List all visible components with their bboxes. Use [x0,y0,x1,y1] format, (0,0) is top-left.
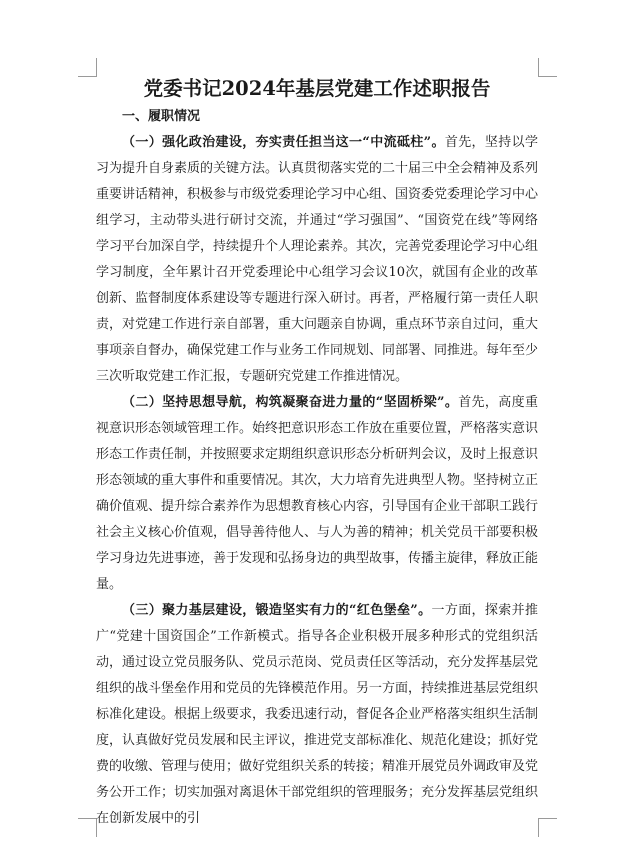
crop-mark-top-right [538,58,557,77]
paragraph-lead: （一）强化政治建设，夯实责任担当这一“中流砥柱”。 [122,135,445,150]
paragraph-body: 首先，高度重视意识形态领域管理工作。始终把意识形态工作放在重要位置，严格落实意识形态工作责任制，并按照要求定期组织意识形态分析研判会议，及时上报意识形态领域的重大事件和重要情况。其次，大力培育先进典型人物。坚持树立正确价值观、提升综合素养作为思想教育核心内容，引导国有企业干部职工践行社会主义核心价值观，倡导善待他人、与人为善的精神；机关党员干部要积极学习身边先进事迹，善于发现和弘扬身边的典型故事，传播主旋律，释放正能量。 [96,395,539,592]
crop-mark-bottom-right [538,818,557,837]
paragraph-grassroots-building [96,598,538,832]
crop-mark-top-left [78,58,97,77]
paragraph-body: 一方面，探索并推广“党建十国资国企”工作新模式。指导各企业积极开展多种形式的党组织活动，通过设立党员服务队、党员示范岗、党员责任区等活动，充分发挥基层党组织的战斗堡垒作用和党员的先锋模范作用。另一方面，持续推进基层党组织标准化建设。根据上级要求，我委迅速行动，督促各企业严格落实组织生活制度，认真做好党员发展和民主评议，推进党支部标准化、规范化建设；抓好党费的收缴、管理与使用；做好党组织关系的转接；精准开展党员外调政审及党务公开工作；切实加强对离退休干部党组织的管理服务；充分发挥基层党组织在创新发展中的引 [96,603,539,826]
paragraph-ideological-guidance [96,390,538,598]
document-title: 党委书记2024年基层党建工作述职报告 [143,77,491,100]
paragraph-lead: （二）坚持思想导航，构筑凝聚奋进力量的“坚固桥梁”。 [122,395,459,410]
paragraph-lead: （三）聚力基层建设，锻造坚实有力的“红色堡垒”。 [122,603,432,618]
section-heading: 一、履职情况 [122,109,201,124]
paragraph-political-building [96,130,538,390]
crop-mark-bottom-left [78,818,97,837]
paragraph-body: 首先，坚持以学习为提升自身素质的关键方法。认真贯彻落实党的二十届三中全会精神及系列重要讲话精神，积极参与市级党委理论学习中心组、国资委党委理论学习中心组学习，主动带头进行研讨交流，并通过“学习强国”、“国资党在线”等网络学习平台加深自学，持续提升个人理论素养。其次，完善党委理论学习中心组学习制度，全年累计召开党委理论中心组学习会议10次，就国有企业的改革创新、监督制度体系建设等专题进行深入研讨。再者，严格履行第一责任人职责，对党建工作进行亲自部署，重大问题亲自协调，重点环节亲自过问，重大事项亲自督办，确保党建工作与业务工作同规划、同部署、同推进。每年至少三次听取党建工作汇报，专题研究党建工作推进情况。 [96,135,539,384]
document-body [96,74,538,832]
